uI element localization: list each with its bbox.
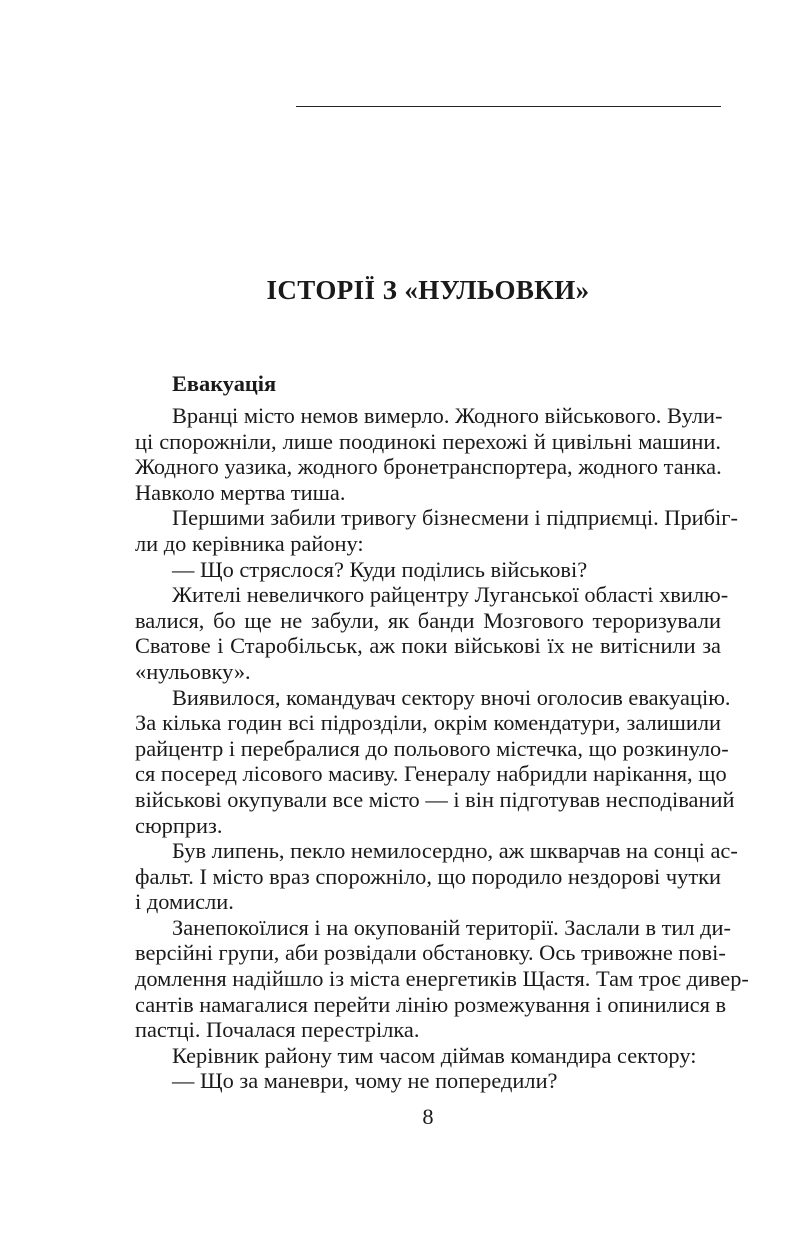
text-line: і домисли. xyxy=(135,889,234,915)
text-line: Вранці місто немов вимерло. Жодного військового. Вули- xyxy=(172,403,723,428)
paragraph-lines xyxy=(135,403,749,1094)
text-line: За кілька годин всі підрозділи, окрім комендатури, залишили xyxy=(135,710,721,736)
text-line: домлення надійшло із міста енергетиків Щастя. Там троє дивер- xyxy=(135,966,749,992)
text-line: військові окупували все місто — і він підготував несподіваний xyxy=(135,786,735,812)
chapter-title: ІСТОРІЇ З «НУЛЬОВКИ» xyxy=(266,275,590,305)
text-line: Керівник району тим часом діймав командира сектору: xyxy=(172,1042,697,1068)
text-line: ці спорожніли, лише поодинокі перехожі й цивільні машини. xyxy=(135,428,721,454)
text-line: — Що за маневри, чому не попередили? xyxy=(172,1068,558,1094)
text-line: сантів намагалися перейти лінію розмежування і опинилися в xyxy=(135,991,727,1017)
text-line: ли до керівника району: xyxy=(135,530,364,556)
text-line: валися, бо ще не забули, як банди Мозгового тероризували xyxy=(135,607,721,633)
text-line: сюрприз. xyxy=(135,812,223,838)
text-line: версійні групи, аби розвідали обстановку. Ось тривожне пові- xyxy=(135,940,726,966)
text-line: Занепокоїлися і на окупованій території. Заслали в тил ди- xyxy=(172,914,731,940)
text-line: Навколо мертва тиша. xyxy=(135,479,346,505)
text-line: фальт. І місто враз спорожніло, що породило нездорові чутки xyxy=(135,863,721,889)
text-line: райцентр і перебралися до польового містечка, що розкинуло- xyxy=(135,735,729,761)
text-line: «нульовку». xyxy=(135,658,251,684)
page-number: 8 xyxy=(422,1104,434,1129)
text-line: пастці. Почалася перестрілка. xyxy=(135,1017,420,1043)
text-line: Виявилося, командувач сектору вночі оголосив евакуацію. xyxy=(172,684,731,710)
text-line: Першими забили тривогу бізнесмени і підприємці. Прибіг- xyxy=(172,505,738,531)
text-line: Сватове і Старобільськ, аж поки військові їх не витіснили за xyxy=(135,633,721,659)
text-line: — Що стряслося? Куди поділись військові? xyxy=(172,556,588,582)
text-line: Був липень, пекло немилосердно, аж шкварчав на сонці ас- xyxy=(172,838,738,864)
text-line: ся посеред лісового масиву. Генералу набридли нарікання, що xyxy=(135,761,727,787)
text-line: Жодного уазика, жодного бронетранспортера, жодного танка. xyxy=(135,454,722,480)
body-text xyxy=(135,370,749,1094)
text-line: Жителі невеличкого райцентру Луганської області хвилю- xyxy=(172,582,729,608)
section-heading: Евакуація xyxy=(172,371,277,396)
header-rule xyxy=(296,106,721,107)
